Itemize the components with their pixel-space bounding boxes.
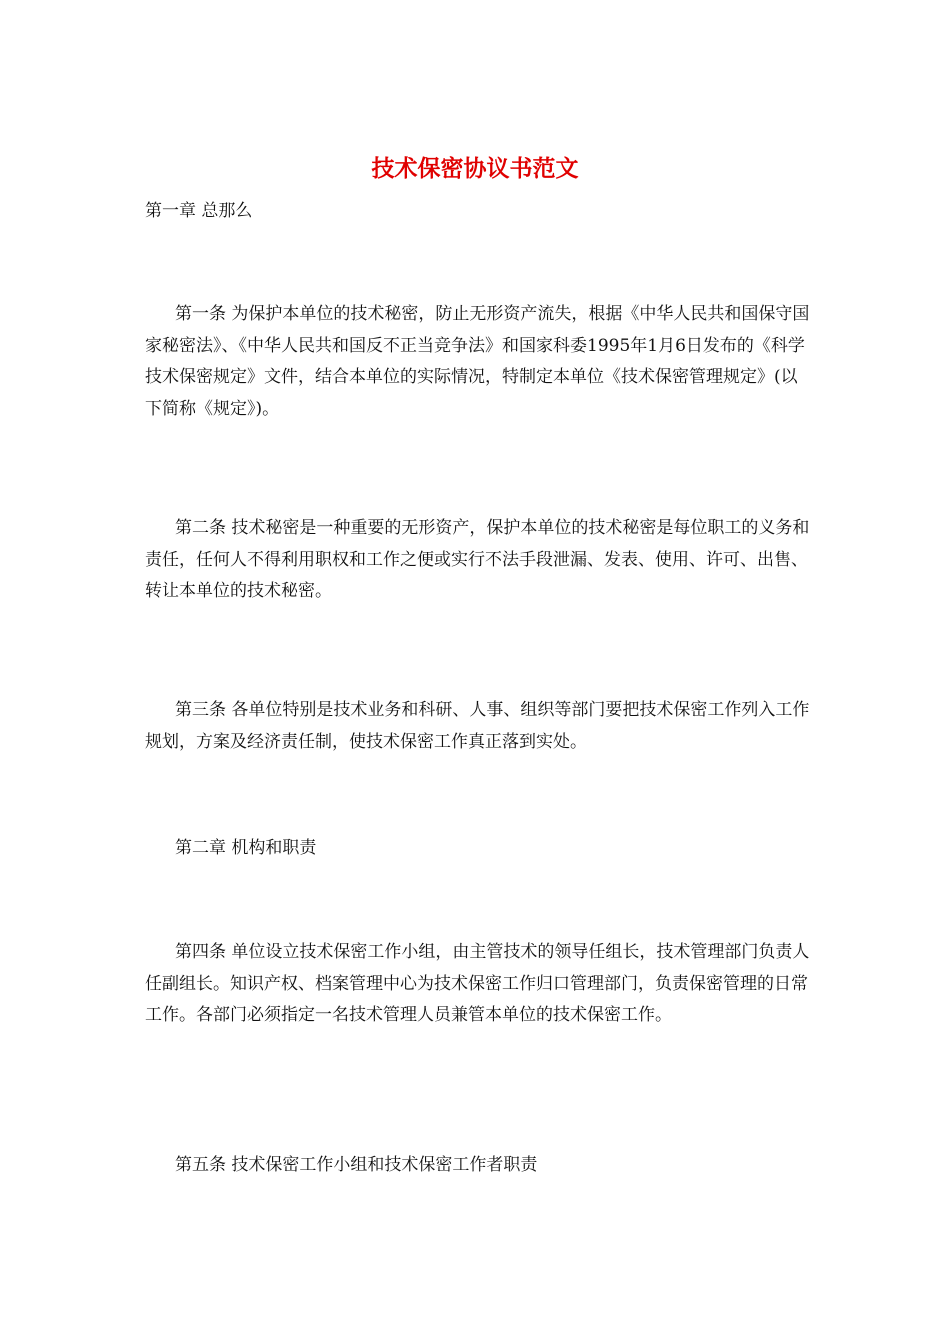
chapter-2-heading: 第二章 机构和职责	[175, 838, 317, 858]
article-2: 第二条 技术秘密是一种重要的无形资产，保护本单位的技术秘密是每位职工的义务和责任，任何人不得利用职权和工作之便或实行不法手段泄漏、发表、使用、许可、出售、转让本单位的技术秘密。	[145, 518, 810, 601]
chapter-1-heading: 第一章 总那么	[145, 201, 253, 221]
article-3: 第三条 各单位特别是技术业务和科研、人事、组织等部门要把技术保密工作列入工作规划，方案及经济责任制，使技术保密工作真正落到实处。	[145, 700, 810, 752]
article-5: 第五条 技术保密工作小组和技术保密工作者职责	[175, 1155, 538, 1175]
document-title: 技术保密协议书范文	[371, 155, 579, 182]
article-4: 第四条 单位设立技术保密工作小组，由主管技术的领导任组长，技术管理部门负责人任副组长。知识产权、档案管理中心为技术保密工作归口管理部门，负责保密管理的日常工作。各部门必须指定一名技术管理人员兼管本单位的技术保密工作。	[145, 942, 810, 1025]
article-1: 第一条 为保护本单位的技术秘密，防止无形资产流失，根据《中华人民共和国保守国家秘密法》、《中华人民共和国反不正当竞争法》和国家科委1995年1月6日发布的《科学技术保密规定》文件，结合本单位的实际情况，特制定本单位《技术保密管理规定》(以下简称《规定》)。	[145, 304, 810, 419]
